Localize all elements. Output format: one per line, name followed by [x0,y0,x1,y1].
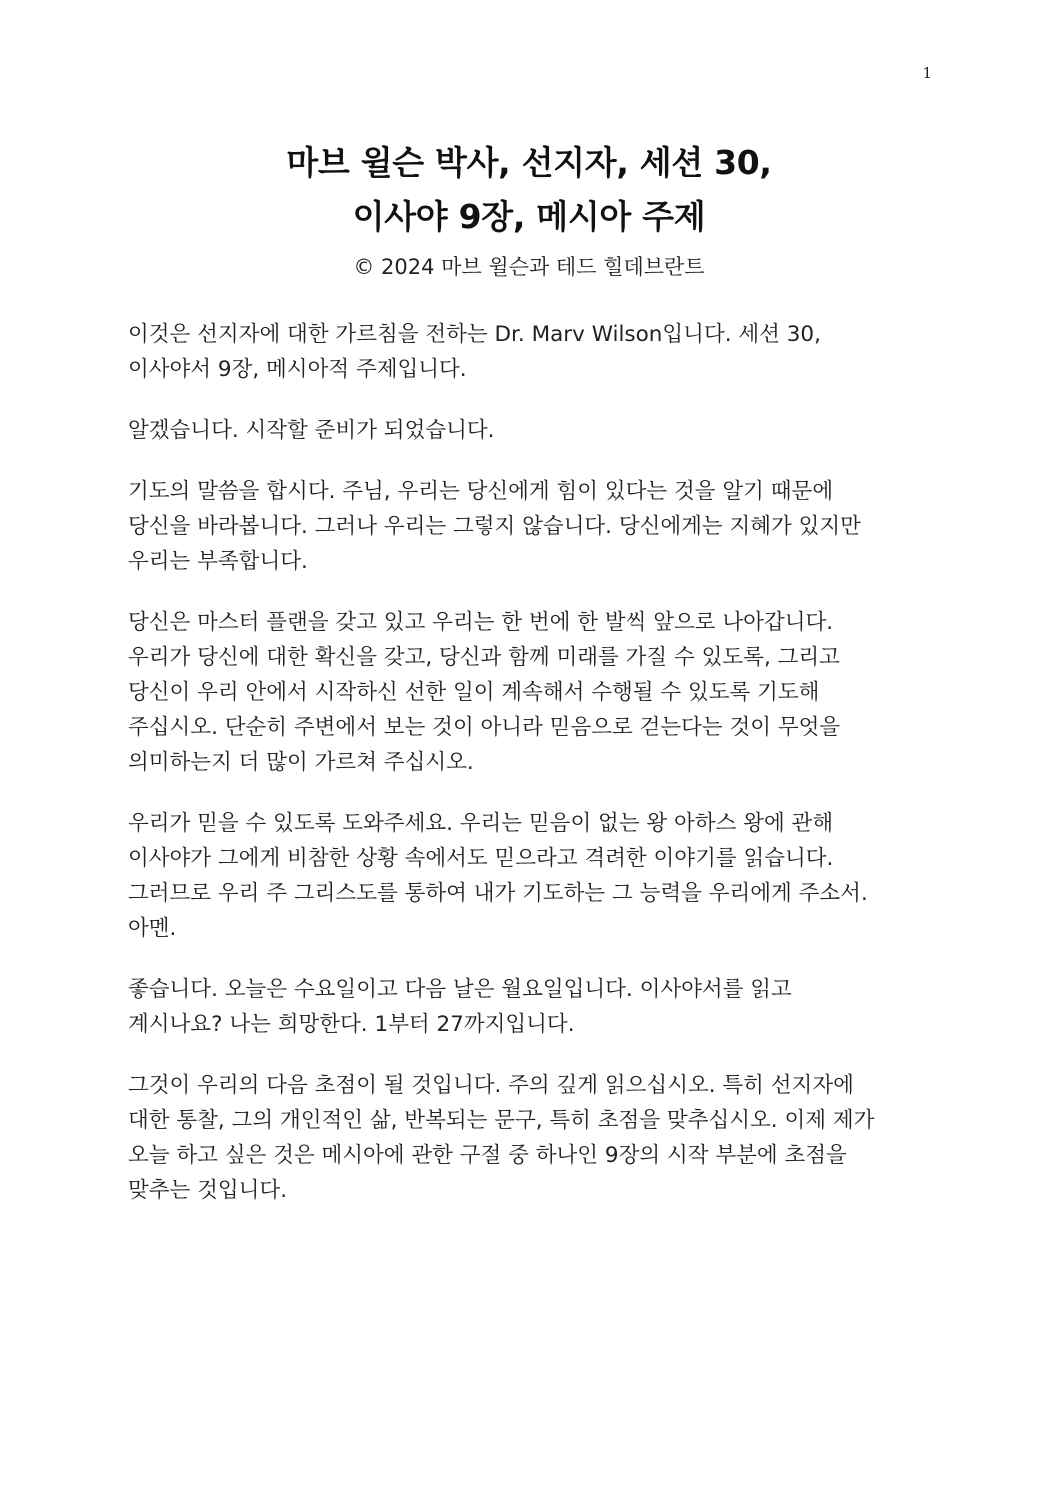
text-line: 기도의 말씀을 합시다. 주님, 우리는 당신에게 힘이 있다는 것을 알기 때문에 [128,479,834,504]
text-line: 이사야서 9장, 메시아적 주제입니다. [128,357,467,382]
text-line: 그것이 우리의 다음 초점이 될 것입니다. 주의 깊게 읽으십시오. 특히 선지자에 [128,1073,854,1098]
paragraph-intro [128,317,940,387]
text-line: 의미하는지 더 많이 가르쳐 주십시오. [128,750,474,775]
document-body [128,317,940,1234]
text-line: 이것은 선지자에 대한 가르침을 전하는 Dr. Marv Wilson입니다. 세션 30, [128,322,821,347]
paragraph-focus [128,1068,940,1208]
text-line: 그러므로 우리 주 그리스도를 통하여 내가 기도하는 그 능력을 우리에게 주소서. [128,881,868,906]
page-number: 1 [922,64,932,82]
text-line: 당신을 바라봅니다. 그러나 우리는 그렇지 않습니다. 당신에게는 지혜가 있지만 [128,514,861,539]
text-line: 우리가 당신에 대한 확신을 갖고, 당신과 함께 미래를 가질 수 있도록, 그리고 [128,645,840,670]
paragraph-prayer-2 [128,605,940,780]
text-line: 우리는 부족합니다. [128,549,308,574]
text-line: 주십시오. 단순히 주변에서 보는 것이 아니라 믿음으로 걷는다는 것이 무엇을 [128,715,841,740]
text-line: 오늘 하고 싶은 것은 메시아에 관한 구절 중 하나인 9장의 시작 부분에 초점을 [128,1143,847,1168]
text-line: 맞추는 것입니다. [128,1178,288,1203]
copyright-notice: © 2024 마브 윌슨과 테드 힐데브란트 [353,255,705,279]
text-line: 당신은 마스터 플랜을 갖고 있고 우리는 한 번에 한 발씩 앞으로 나아갑니다. [128,610,834,635]
text-line: 대한 통찰, 그의 개인적인 삶, 반복되는 문구, 특히 초점을 맞추십시오. 이제 제가 [128,1108,875,1133]
text-line: 당신이 우리 안에서 시작하신 선한 일이 계속해서 수행될 수 있도록 기도해 [128,680,820,705]
paragraph-ready [128,413,940,448]
text-line: 이사야가 그에게 비참한 상황 속에서도 믿으라고 격려한 이야기를 읽습니다. [128,846,834,871]
text-line: 우리가 믿을 수 있도록 도와주세요. 우리는 믿음이 없는 왕 아하스 왕에 관해 [128,811,834,836]
document-header [0,136,1058,282]
text-line: 계시나요? 나는 희망한다. 1부터 27까지입니다. [128,1012,575,1037]
title-line-2: 이사야 9장, 메시아 주제 [352,197,706,236]
text-line: 좋습니다. 오늘은 수요일이고 다음 날은 월요일입니다. 이사야서를 읽고 [128,977,792,1002]
paragraph-reading [128,972,940,1042]
text-line: 알겠습니다. 시작할 준비가 되었습니다. [128,418,495,443]
paragraph-prayer-3 [128,806,940,946]
text-line: 아멘. [128,916,177,941]
title-line-1: 마브 윌슨 박사, 선지자, 세션 30, [286,143,772,182]
paragraph-prayer-1 [128,474,940,579]
